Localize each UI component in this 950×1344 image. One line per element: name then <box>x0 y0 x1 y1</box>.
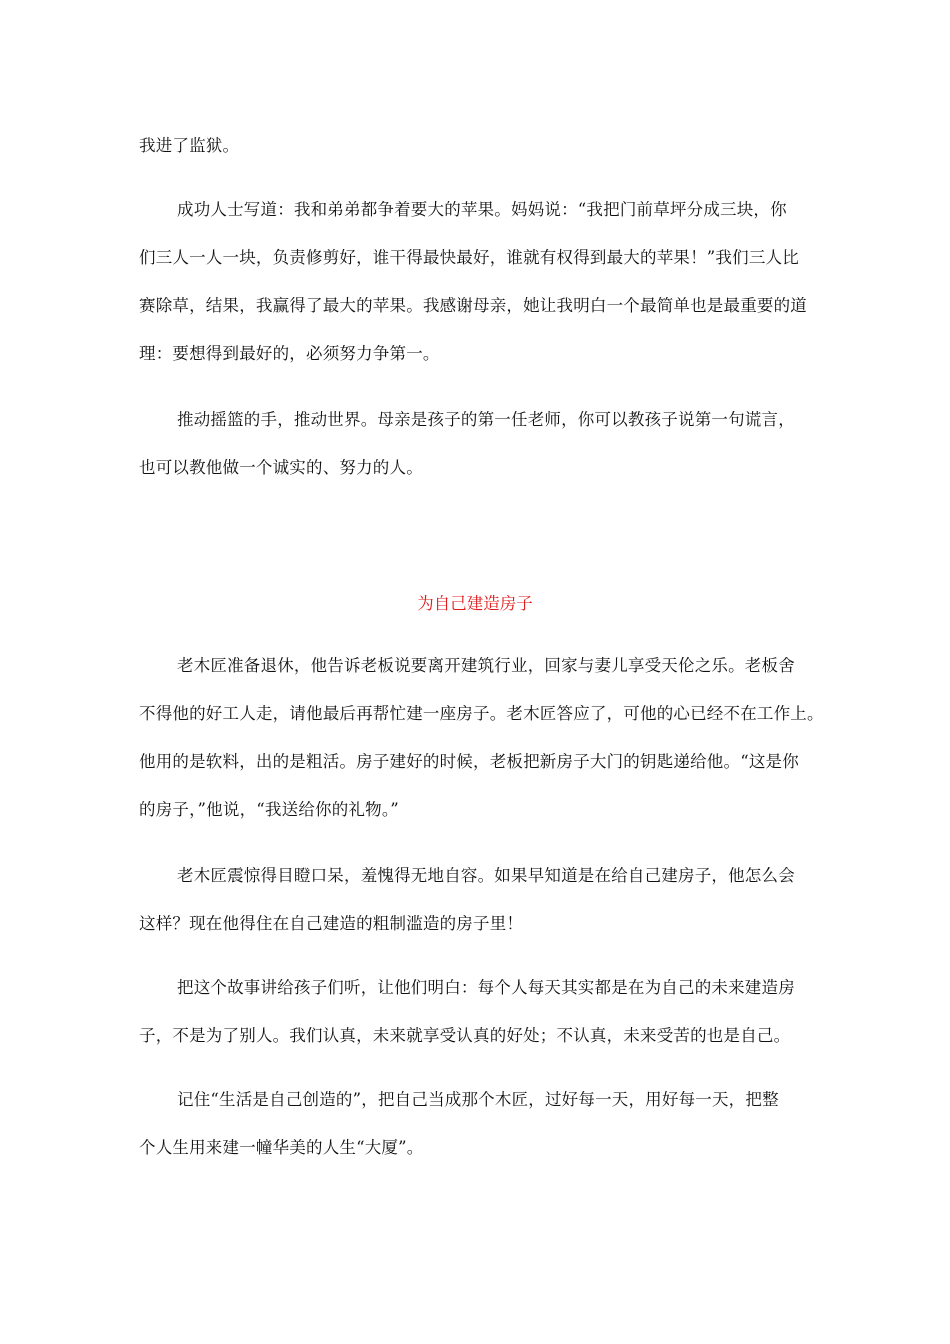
text-line: 他用的是软料，出的是粗活。房子建好的时候，老板把新房子大门的钥匙递给他。“这是你 <box>139 752 799 771</box>
paragraph-first-line: 记住“生活是自己创造的”，把自己当成那个木匠，过好每一天，用好每一天，把整 <box>177 1090 779 1109</box>
text-line: 不得他的好工人走，请他最后再帮忙建一座房子。老木匠答应了，可他的心已经不在工作上。 <box>139 704 824 723</box>
paragraph-first-line: 老木匠震惊得目瞪口呆，羞愧得无地自容。如果早知道是在给自己建房子，他怎么会 <box>177 866 795 885</box>
text-line: 赛除草，结果，我赢得了最大的苹果。我感谢母亲，她让我明白一个最简单也是最重要的道 <box>139 296 807 315</box>
paragraph-first-line: 成功人士写道：我和弟弟都争着要大的苹果。妈妈说：“我把门前草坪分成三块，你 <box>177 200 787 219</box>
text-line: 子，不是为了别人。我们认真，未来就享受认真的好处；不认真，未来受苦的也是自己。 <box>139 1026 791 1045</box>
story-title: 为自己建造房子 <box>417 594 533 613</box>
text-line: 理：要想得到最好的，必须努力争第一。 <box>139 344 440 363</box>
text-line: 我进了监狱。 <box>139 136 240 155</box>
text-line: 这样？现在他得住在自己建造的粗制滥造的房子里！ <box>139 914 524 933</box>
text-line: 个人生用来建一幢华美的人生“大厦”。 <box>139 1138 424 1157</box>
paragraph-first-line: 老木匠准备退休，他告诉老板说要离开建筑行业，回家与妻儿享受天伦之乐。老板舍 <box>177 656 795 675</box>
text-line: 的房子，”他说，“我送给你的礼物。” <box>139 800 399 819</box>
text-line: 也可以教他做一个诚实的、努力的人。 <box>139 458 423 477</box>
paragraph-first-line: 把这个故事讲给孩子们听，让他们明白：每个人每天其实都是在为自己的未来建造房 <box>177 978 795 997</box>
text-line: 们三人一人一块，负责修剪好，谁干得最快最好，谁就有权得到最大的苹果！”我们三人比 <box>139 248 799 267</box>
paragraph-first-line: 推动摇篮的手，推动世界。母亲是孩子的第一任老师，你可以教孩子说第一句谎言， <box>177 410 795 429</box>
